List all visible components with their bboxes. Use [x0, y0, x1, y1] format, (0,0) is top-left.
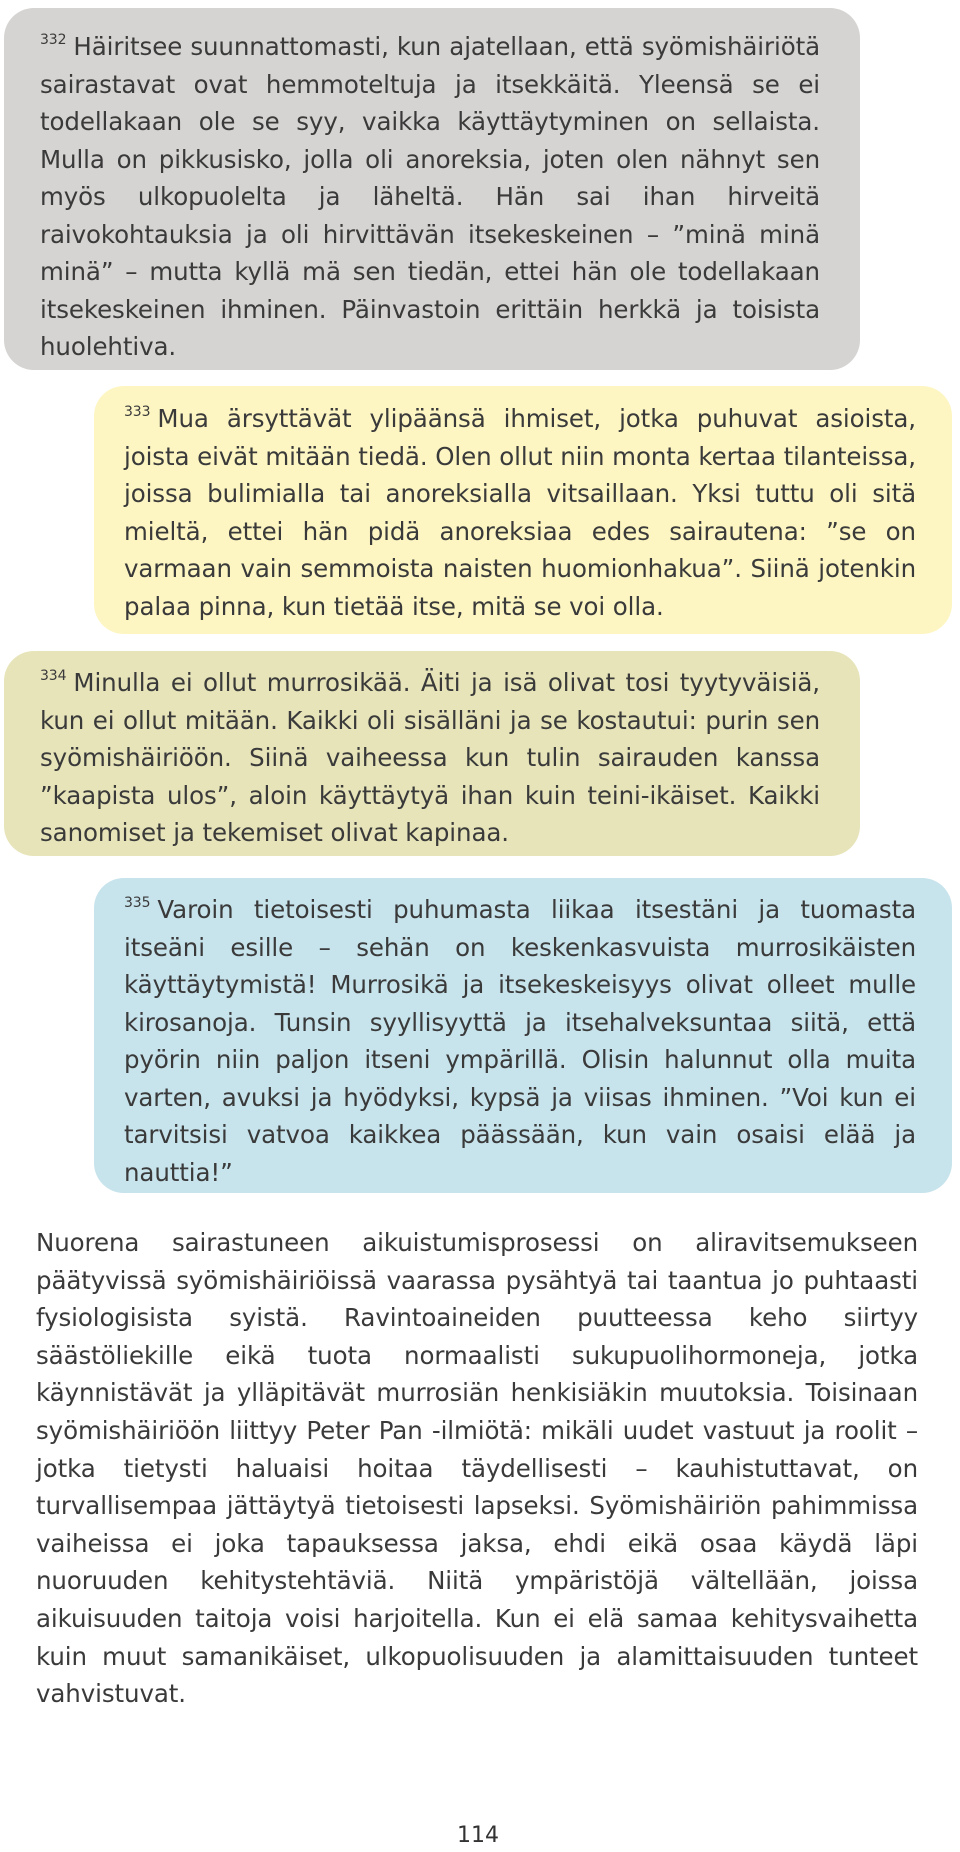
quote-text: Mua ärsyttävät ylipäänsä ihmiset, jotka puhuvat asioista, joista eivät mitään tiedä. Olen ollut niin monta kertaa tilanteissa, joissa bulimialla tai anoreksialla vitsaillaan. Yksi tuttu oli sitä mieltä, ettei hän pidä anoreksiaa edes sairautena: ”se on varmaan vain semmoista naisten huomionhakua”. Siinä jotenkin palaa pinna, kun tietää itse, mitä se voi olla. — [124, 404, 916, 621]
quote-text: Häiritsee suunnattomasti, kun ajatellaan, että syömishäiriötä sairastavat ovat hemmoteltuja ja itsekkäitä. Yleensä se ei todellakaan ole se syy, vaikka käyttäytyminen on sellaista. Mulla on pikkusisko, jolla oli anoreksia, joten olen nähnyt sen myös ulkopuolelta ja läheltä. Hän sai ihan hirveitä raivokohtauksia ja oli hirvittävän itsekeskeinen – ”minä minä minä” – mutta kyllä mä sen tiedän, ettei hän ole todellakaan itsekeskeinen ihminen. Päinvastoin erittäin herkkä ja toisista huolehtiva. — [40, 32, 820, 361]
quote-box-335 — [94, 878, 952, 1193]
quote-text: Minulla ei ollut murrosikää. Äiti ja isä olivat tosi tyytyväisiä, kun ei ollut mitään. Kaikki oli sisälläni ja se kostautui: purin sen syömishäiriöön. Siinä vaiheessa kun tulin sairauden kanssa ”kaapista ulos”, aloin käyttäytyä ihan kuin teini-ikäiset. Kaikki sanomiset ja tekemiset olivat kapinaa. — [40, 668, 820, 847]
quote-number: 334 — [40, 668, 67, 684]
page-number: 114 — [457, 1823, 499, 1848]
quote-paragraph — [124, 891, 916, 1191]
quote-paragraph — [124, 400, 916, 625]
quote-number: 335 — [124, 895, 151, 911]
quote-box-334 — [4, 651, 860, 856]
body-paragraph: Nuorena sairastuneen aikuistumisprosessi on aliravitsemukseen päätyvissä syömishäiriöissä vaarassa pysähtyä tai taantua jo puhtaasti fysiologisista syistä. Ravintoaineiden puutteessa keho siirtyy säästöliekille eikä tuota normaalisti sukupuolihormoneja, jotka käynnistävät ja ylläpitävät murrosiän henkisiäkin muutoksia. Toisinaan syömishäiriöön liittyy Peter Pan -ilmiötä: mikäli uudet vastuut ja roolit – jotka tietysti haluaisi hoitaa täydellisesti – kauhistuttavat, on turvallisempaa jättäytyä tietoisesti lapseksi. Syömishäiriön pahimmissa vaiheissa ei joka tapauksessa jaksa, ehdi eikä osaa käydä läpi nuoruuden kehitystehtäviä. Niitä ympäristöjä vältellään, joissa aikuisuuden taitoja voisi harjoitella. Kun ei elä samaa kehitysvaihetta kuin muut samanikäiset, ulkopuolisuuden ja alamittaisuuden tunteet vahvistuvat. — [36, 1228, 918, 1709]
quote-text: Varoin tietoisesti puhumasta liikaa itsestäni ja tuomasta itseäni esille – sehän on keskenkasvuista murrosikäisten käyttäytymistä! Murrosikä ja itsekeskeisyys olivat olleet mulle kirosanoja. Tunsin syyllisyyttä ja itsehalveksuntaa siitä, että pyörin niin paljon itseni ympärillä. Olisin halunnut olla muita varten, avuksi ja hyödyksi, kypsä ja viisas ihminen. ”Voi kun ei tarvitsisi vatvoa kaikkea päässään, kun vain osaisi elää ja nauttia!” — [124, 895, 916, 1187]
quote-paragraph — [40, 28, 820, 366]
quote-number: 333 — [124, 404, 151, 420]
quote-box-332 — [4, 8, 860, 370]
quote-box-333 — [94, 386, 952, 634]
quote-paragraph — [40, 664, 820, 852]
quote-number: 332 — [40, 32, 67, 48]
